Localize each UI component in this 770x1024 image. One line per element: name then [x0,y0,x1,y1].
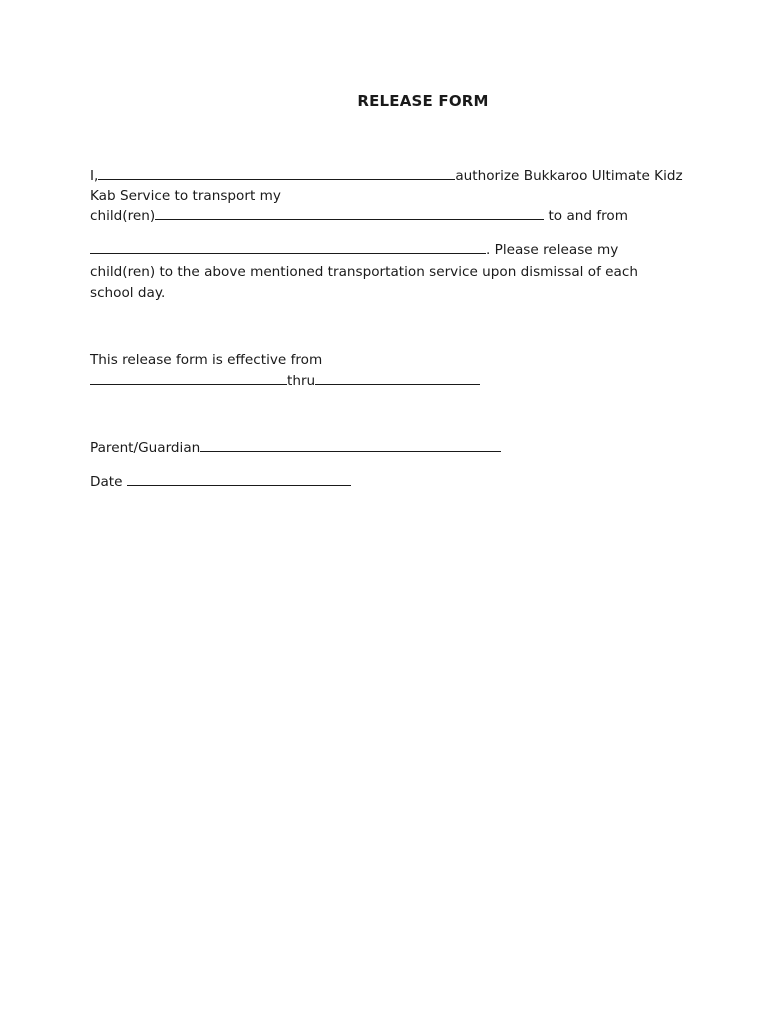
guardian-name-blank[interactable] [98,167,455,180]
school-day-line: school day. [90,285,166,301]
signature-date-blank[interactable] [127,473,351,486]
end-date-blank[interactable] [315,372,480,385]
children-names-blank[interactable] [155,207,544,220]
location-line [90,240,618,260]
dismissal-line: child(ren) to the above mentioned transportation service upon dismissal of each [90,264,638,280]
start-date-blank[interactable] [90,372,287,385]
thru-text: thru [287,373,316,389]
authorization-prefix: I, [90,168,99,184]
effective-dates-line [90,371,480,391]
parent-guardian-line [90,438,501,458]
children-label: child(ren) [90,208,156,224]
release-text: . Please release my [486,242,619,258]
parent-guardian-label: Parent/Guardian [90,440,201,456]
date-line [90,472,351,492]
to-and-from-text: to and from [544,208,628,224]
transport-line: Kab Service to transport my [90,188,281,204]
children-line [90,206,628,226]
parent-signature-blank[interactable] [200,439,501,452]
effective-from-line: This release form is effective from [90,352,323,368]
authorize-text: authorize Bukkaroo Ultimate Kidz [455,168,683,184]
authorization-line [90,166,683,186]
form-title: RELEASE FORM [357,92,489,110]
date-label: Date [90,474,127,490]
location-blank[interactable] [90,241,486,254]
